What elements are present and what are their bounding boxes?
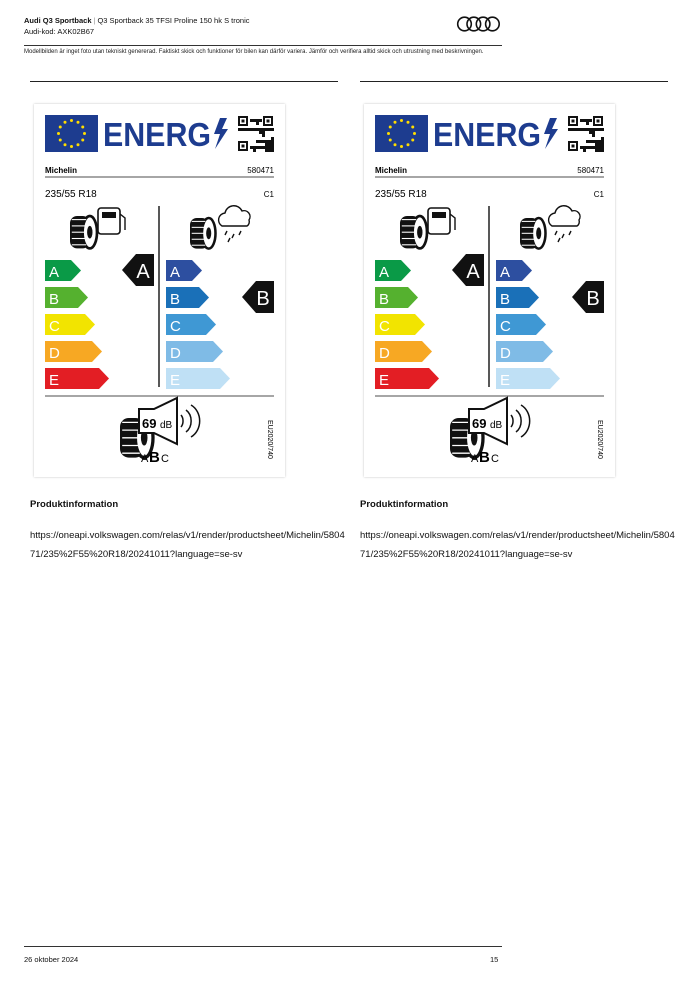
tyre-brand: Michelin xyxy=(45,166,78,175)
product-info-link[interactable]: https://oneapi.volkswagen.com/relas/v1/render/productsheet/Michelin/580471/235%2F55%20R18/20241011?language=se-sv xyxy=(360,530,675,560)
grade-letter: A xyxy=(170,264,181,281)
noise-class-b: B xyxy=(479,449,490,466)
column-divider-right xyxy=(360,81,668,82)
energy-title-block xyxy=(431,115,563,153)
grade-letter: C xyxy=(379,318,390,335)
grade-letter: C xyxy=(49,318,60,335)
qr-code-icon xyxy=(567,115,604,152)
fuel-rating-letter: A xyxy=(136,261,150,283)
energy-title: ENERG xyxy=(103,116,211,153)
rain-cloud-icon xyxy=(219,206,250,242)
noise-class-c: C xyxy=(491,453,499,465)
grade-letter: C xyxy=(170,318,181,335)
tyre-icon xyxy=(400,216,427,248)
tyre-class: C1 xyxy=(593,190,604,199)
column-divider-left xyxy=(30,81,338,82)
noise-db-unit: dB xyxy=(160,420,173,431)
grade-letter: D xyxy=(170,345,181,362)
footer-date: 26 oktober 2024 xyxy=(24,955,79,964)
tyre-class: C1 xyxy=(263,190,274,199)
grade-letter: A xyxy=(500,264,511,281)
grade-letter: B xyxy=(500,291,511,308)
tyre-icon xyxy=(190,218,216,249)
grade-letter: B xyxy=(379,291,390,308)
qr-code-icon xyxy=(237,115,274,152)
regulation-number: EU2020/740 xyxy=(596,420,603,459)
article-id: 580471 xyxy=(577,166,604,175)
header-divider xyxy=(24,45,502,46)
wet-grip-rating-letter: B xyxy=(586,288,600,310)
grade-letter: D xyxy=(49,345,60,362)
model-name: Audi Q3 Sportback xyxy=(24,16,92,25)
tyre-icon xyxy=(520,218,546,249)
article-id: 580471 xyxy=(247,166,274,175)
grade-letter: E xyxy=(170,372,181,389)
tyre-brand: Michelin xyxy=(375,166,408,175)
product-info-title: Produktinformation xyxy=(30,499,119,510)
tyre-energy-label xyxy=(34,104,285,477)
footer-divider xyxy=(24,946,502,947)
product-info-link[interactable]: https://oneapi.volkswagen.com/relas/v1/render/productsheet/Michelin/580471/235%2F55%20R18/20241011?language=se-sv xyxy=(30,530,345,560)
audi-code: Audi-kod: AXK02B67 xyxy=(24,27,95,36)
page-number: 15 xyxy=(490,955,499,964)
grade-letter: D xyxy=(379,345,390,362)
noise-class-c: C xyxy=(161,453,169,465)
grade-letter: E xyxy=(379,372,390,389)
product-info-title: Produktinformation xyxy=(360,499,449,510)
tyre-icon xyxy=(70,216,97,248)
grade-letter: E xyxy=(49,372,60,389)
document-title xyxy=(24,16,250,25)
grade-letter: A xyxy=(49,264,60,281)
tyre-size: 235/55 R18 xyxy=(375,189,427,200)
eu-flag-icon xyxy=(45,115,98,152)
tyre-size: 235/55 R18 xyxy=(45,189,97,200)
grade-letter: B xyxy=(49,291,60,308)
energy-title: ENERG xyxy=(433,116,541,153)
grade-letter: A xyxy=(379,264,390,281)
variant-name: Q3 Sportback 35 TFSI Proline 150 hk S tronic xyxy=(97,16,250,25)
regulation-number: EU2020/740 xyxy=(266,420,273,459)
grade-letter: C xyxy=(500,318,511,335)
fuel-rating-letter: A xyxy=(466,261,480,283)
noise-class-a: A xyxy=(141,453,149,465)
energy-title-block xyxy=(101,115,233,153)
noise-class-a: A xyxy=(471,453,479,465)
noise-db-value: 69 xyxy=(142,416,157,431)
grade-letter: D xyxy=(500,345,511,362)
grade-letter: B xyxy=(170,291,181,308)
noise-db-value: 69 xyxy=(472,416,487,431)
title-separator: | xyxy=(93,16,96,25)
tyre-energy-label xyxy=(364,104,615,477)
wet-grip-rating-letter: B xyxy=(256,288,270,310)
fuel-pump-icon xyxy=(98,208,125,234)
audi-rings-logo xyxy=(456,15,502,33)
noise-db-unit: dB xyxy=(490,420,503,431)
noise-class-b: B xyxy=(149,449,160,466)
eu-flag-icon xyxy=(375,115,428,152)
grade-letter: E xyxy=(500,372,511,389)
disclaimer-text: Modellbilden är inget foto utan tekniskt genererad. Faktiskt skick och funktioner för bilen kan därför variera. Jämför och verifiera alltid skick och utrustning med beskrivningen. xyxy=(24,49,484,55)
rain-cloud-icon xyxy=(549,206,580,242)
fuel-pump-icon xyxy=(428,208,455,234)
